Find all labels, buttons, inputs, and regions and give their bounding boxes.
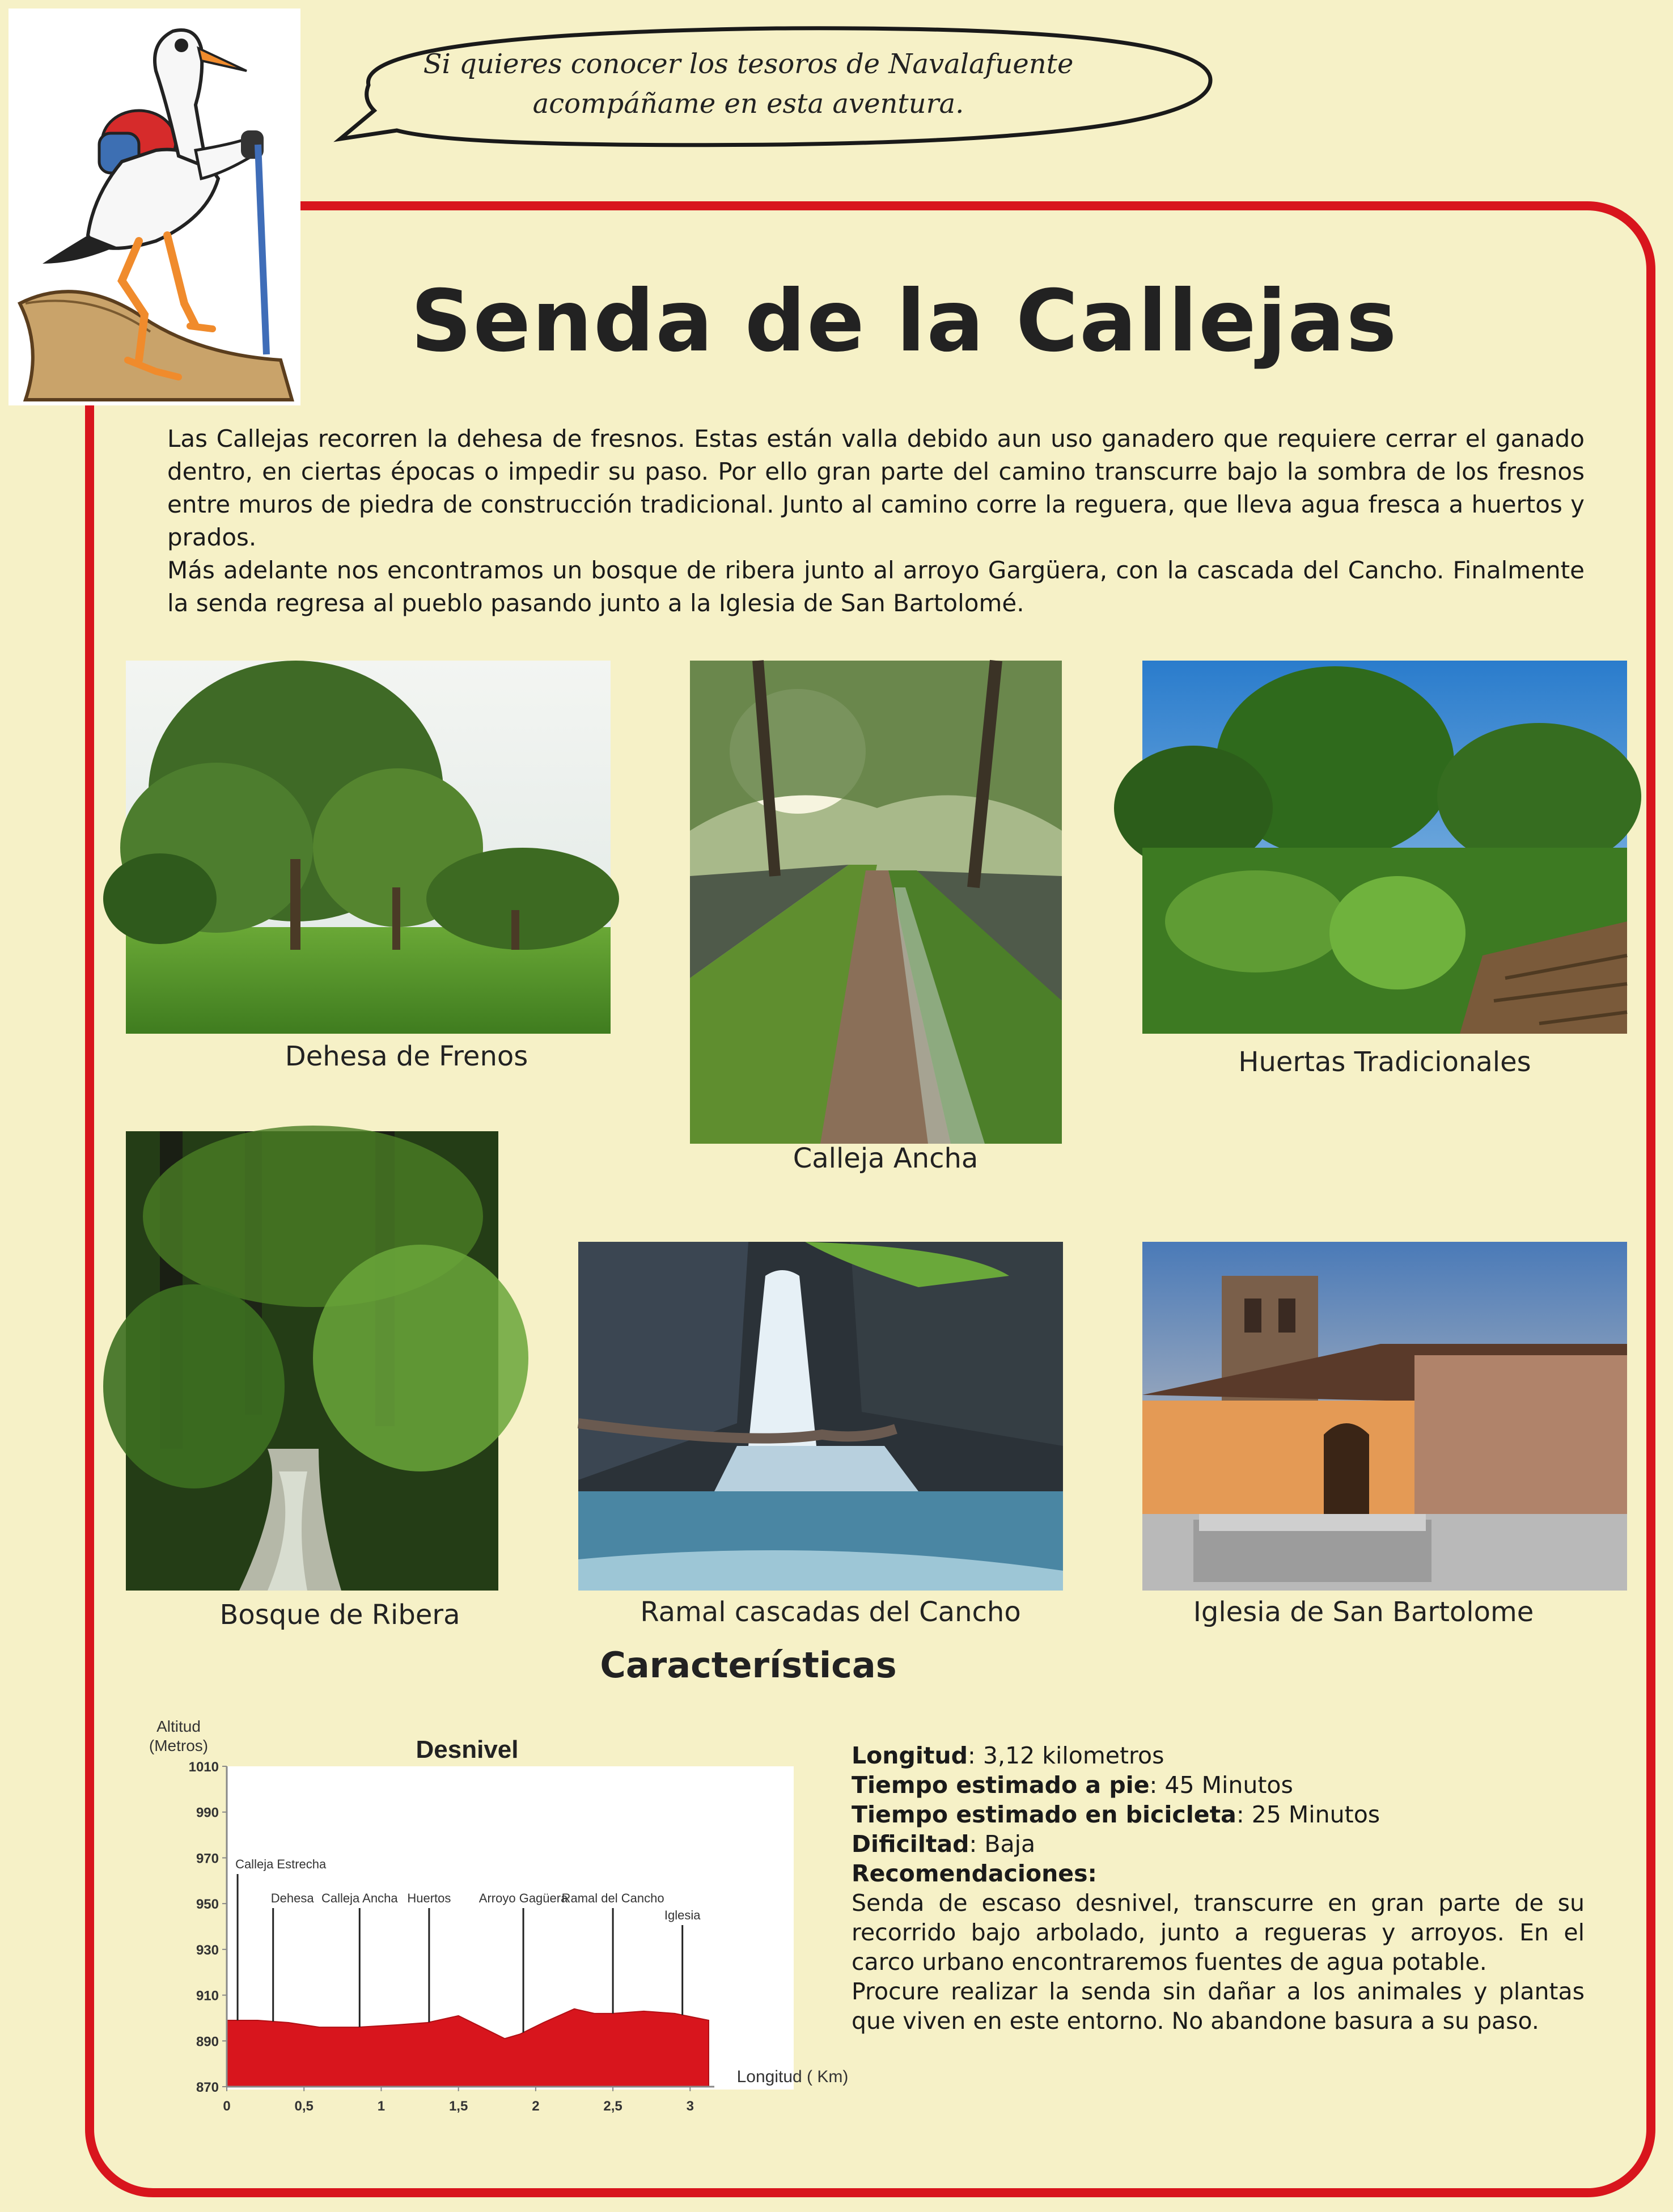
y-tick-label: 950 bbox=[196, 1897, 219, 1913]
marker-label: Calleja Estrecha bbox=[235, 1857, 327, 1871]
stork-mascot-image bbox=[9, 9, 300, 405]
bosque-ribera-caption: Bosque de Ribera bbox=[219, 1599, 460, 1631]
trail-specs bbox=[852, 1741, 1585, 2036]
spec-recomendaciones-heading bbox=[852, 1859, 1585, 1888]
calleja-ancha-caption: Calleja Ancha bbox=[793, 1143, 979, 1174]
iglesia-caption: Iglesia de San Bartolome bbox=[1193, 1596, 1534, 1628]
intro-paragraph-1: Las Callejas recorren la dehesa de fresnos. Estas están valla debido aun uso ganadero que requiere cerrar el ganado dentro, en ciertas épocas o impedir su paso. Por ello gran parte del camino transcurre bajo la sombra de los fresnos entre muros de piedra de construcción tradicional. Junto al camino corre la reguera, que lleva agua fresca a huertos y prados. bbox=[167, 425, 1585, 551]
intro-paragraph-2: Más adelante nos encontramos un bosque de ribera junto al arroyo Gargüera, con la cascada del Cancho. Finalmente la senda regresa al pueblo pasando junto a la Iglesia de San Bartolomé. bbox=[167, 556, 1585, 617]
spec-longitud: Longitud: 3,12 kilometros bbox=[852, 1742, 1164, 1769]
x-tick-label: 2 bbox=[532, 2099, 540, 2114]
spec-longitud-value: 3,12 kilometros bbox=[982, 1742, 1164, 1769]
spec-recomendaciones-label: Recomendaciones: bbox=[852, 1860, 1097, 1887]
page-title: Senda de la Callejas bbox=[410, 272, 1398, 371]
marker-label: Calleja Ancha bbox=[321, 1891, 398, 1905]
spec-recomendacion-2: Procure realizar la senda sin dañar a los animales y plantas que viven en este entorno. No abandone basura a su paso. bbox=[852, 1978, 1585, 2035]
y-tick-label: 870 bbox=[196, 2080, 219, 2095]
calleja-ancha-photo bbox=[690, 661, 1062, 1144]
speech-line-2: acompáñame en esta aventura. bbox=[532, 88, 964, 120]
spec-longitud-label: Longitud bbox=[852, 1742, 968, 1769]
spec-tiempo-pie: Tiempo estimado a pie: 45 Minutos bbox=[852, 1771, 1293, 1799]
marker-label: Huertos bbox=[407, 1891, 451, 1905]
x-tick-label: 1 bbox=[377, 2099, 386, 2114]
spec-tiempo-bici-label: Tiempo estimado en bicicleta bbox=[852, 1801, 1236, 1828]
chart-title: Desnivel bbox=[416, 1736, 519, 1763]
marker-label: Ramal del Cancho bbox=[561, 1891, 664, 1905]
dehesa-caption: Dehesa de Frenos bbox=[285, 1041, 528, 1072]
spec-recomendacion-1: Senda de escaso desnivel, transcurre en gran parte de su recorrido bajo arbolado, junto a regueras y arroyos. En el carco urbano encontraremos fuentes de agua potable. bbox=[852, 1889, 1585, 1976]
x-axis-label: Longitud ( Km) bbox=[736, 2067, 849, 2086]
x-tick-label: 0,5 bbox=[294, 2099, 314, 2114]
y-tick-label: 910 bbox=[196, 1988, 219, 2004]
marker-label: Arroyo Gagüera bbox=[478, 1891, 568, 1905]
intro-text bbox=[167, 422, 1585, 620]
marker-label: Iglesia bbox=[664, 1908, 701, 1922]
speech-line-1: Si quieres conocer los tesoros de Navalafuente bbox=[423, 48, 1074, 80]
spec-dificultad-value: Baja bbox=[984, 1830, 1036, 1858]
y-tick-label: 890 bbox=[196, 2034, 219, 2050]
spec-tiempo-pie-value: 45 Minutos bbox=[1164, 1771, 1293, 1799]
ramal-cascadas-caption: Ramal cascadas del Cancho bbox=[640, 1596, 1021, 1628]
spec-dificultad-label: Dificiltad bbox=[852, 1830, 969, 1858]
spec-tiempo-bici-value: 25 Minutos bbox=[1251, 1801, 1380, 1828]
spec-dificultad: Dificiltad: Baja bbox=[852, 1830, 1036, 1858]
x-tick-label: 0 bbox=[223, 2099, 231, 2114]
y-tick-label: 1010 bbox=[188, 1760, 219, 1775]
speech-bubble-text bbox=[363, 44, 1134, 124]
y-tick-label: 990 bbox=[196, 1805, 219, 1821]
x-tick-label: 3 bbox=[686, 2099, 694, 2114]
ramal-cascadas-photo bbox=[578, 1242, 1063, 1591]
y-axis-label-line2: (Metros) bbox=[149, 1737, 209, 1754]
huertas-photo bbox=[1142, 661, 1627, 1034]
dehesa-photo bbox=[126, 661, 611, 1034]
iglesia-photo bbox=[1142, 1242, 1627, 1591]
characteristics-heading: Características bbox=[600, 1644, 897, 1686]
x-tick-label: 2,5 bbox=[603, 2099, 622, 2114]
y-tick-label: 930 bbox=[196, 1942, 219, 1958]
huertas-caption: Huertas Tradicionales bbox=[1238, 1046, 1531, 1078]
bosque-ribera-photo bbox=[126, 1131, 498, 1591]
y-axis-label-line1: Altitud bbox=[156, 1718, 201, 1735]
spec-tiempo-pie-label: Tiempo estimado a pie bbox=[852, 1771, 1150, 1799]
marker-label: Dehesa bbox=[270, 1891, 314, 1905]
x-tick-label: 1,5 bbox=[448, 2099, 468, 2114]
elevation-chart bbox=[130, 1718, 850, 2114]
y-tick-label: 970 bbox=[196, 1851, 219, 1867]
spec-tiempo-bici: Tiempo estimado en bicicleta: 25 Minutos bbox=[852, 1801, 1380, 1828]
